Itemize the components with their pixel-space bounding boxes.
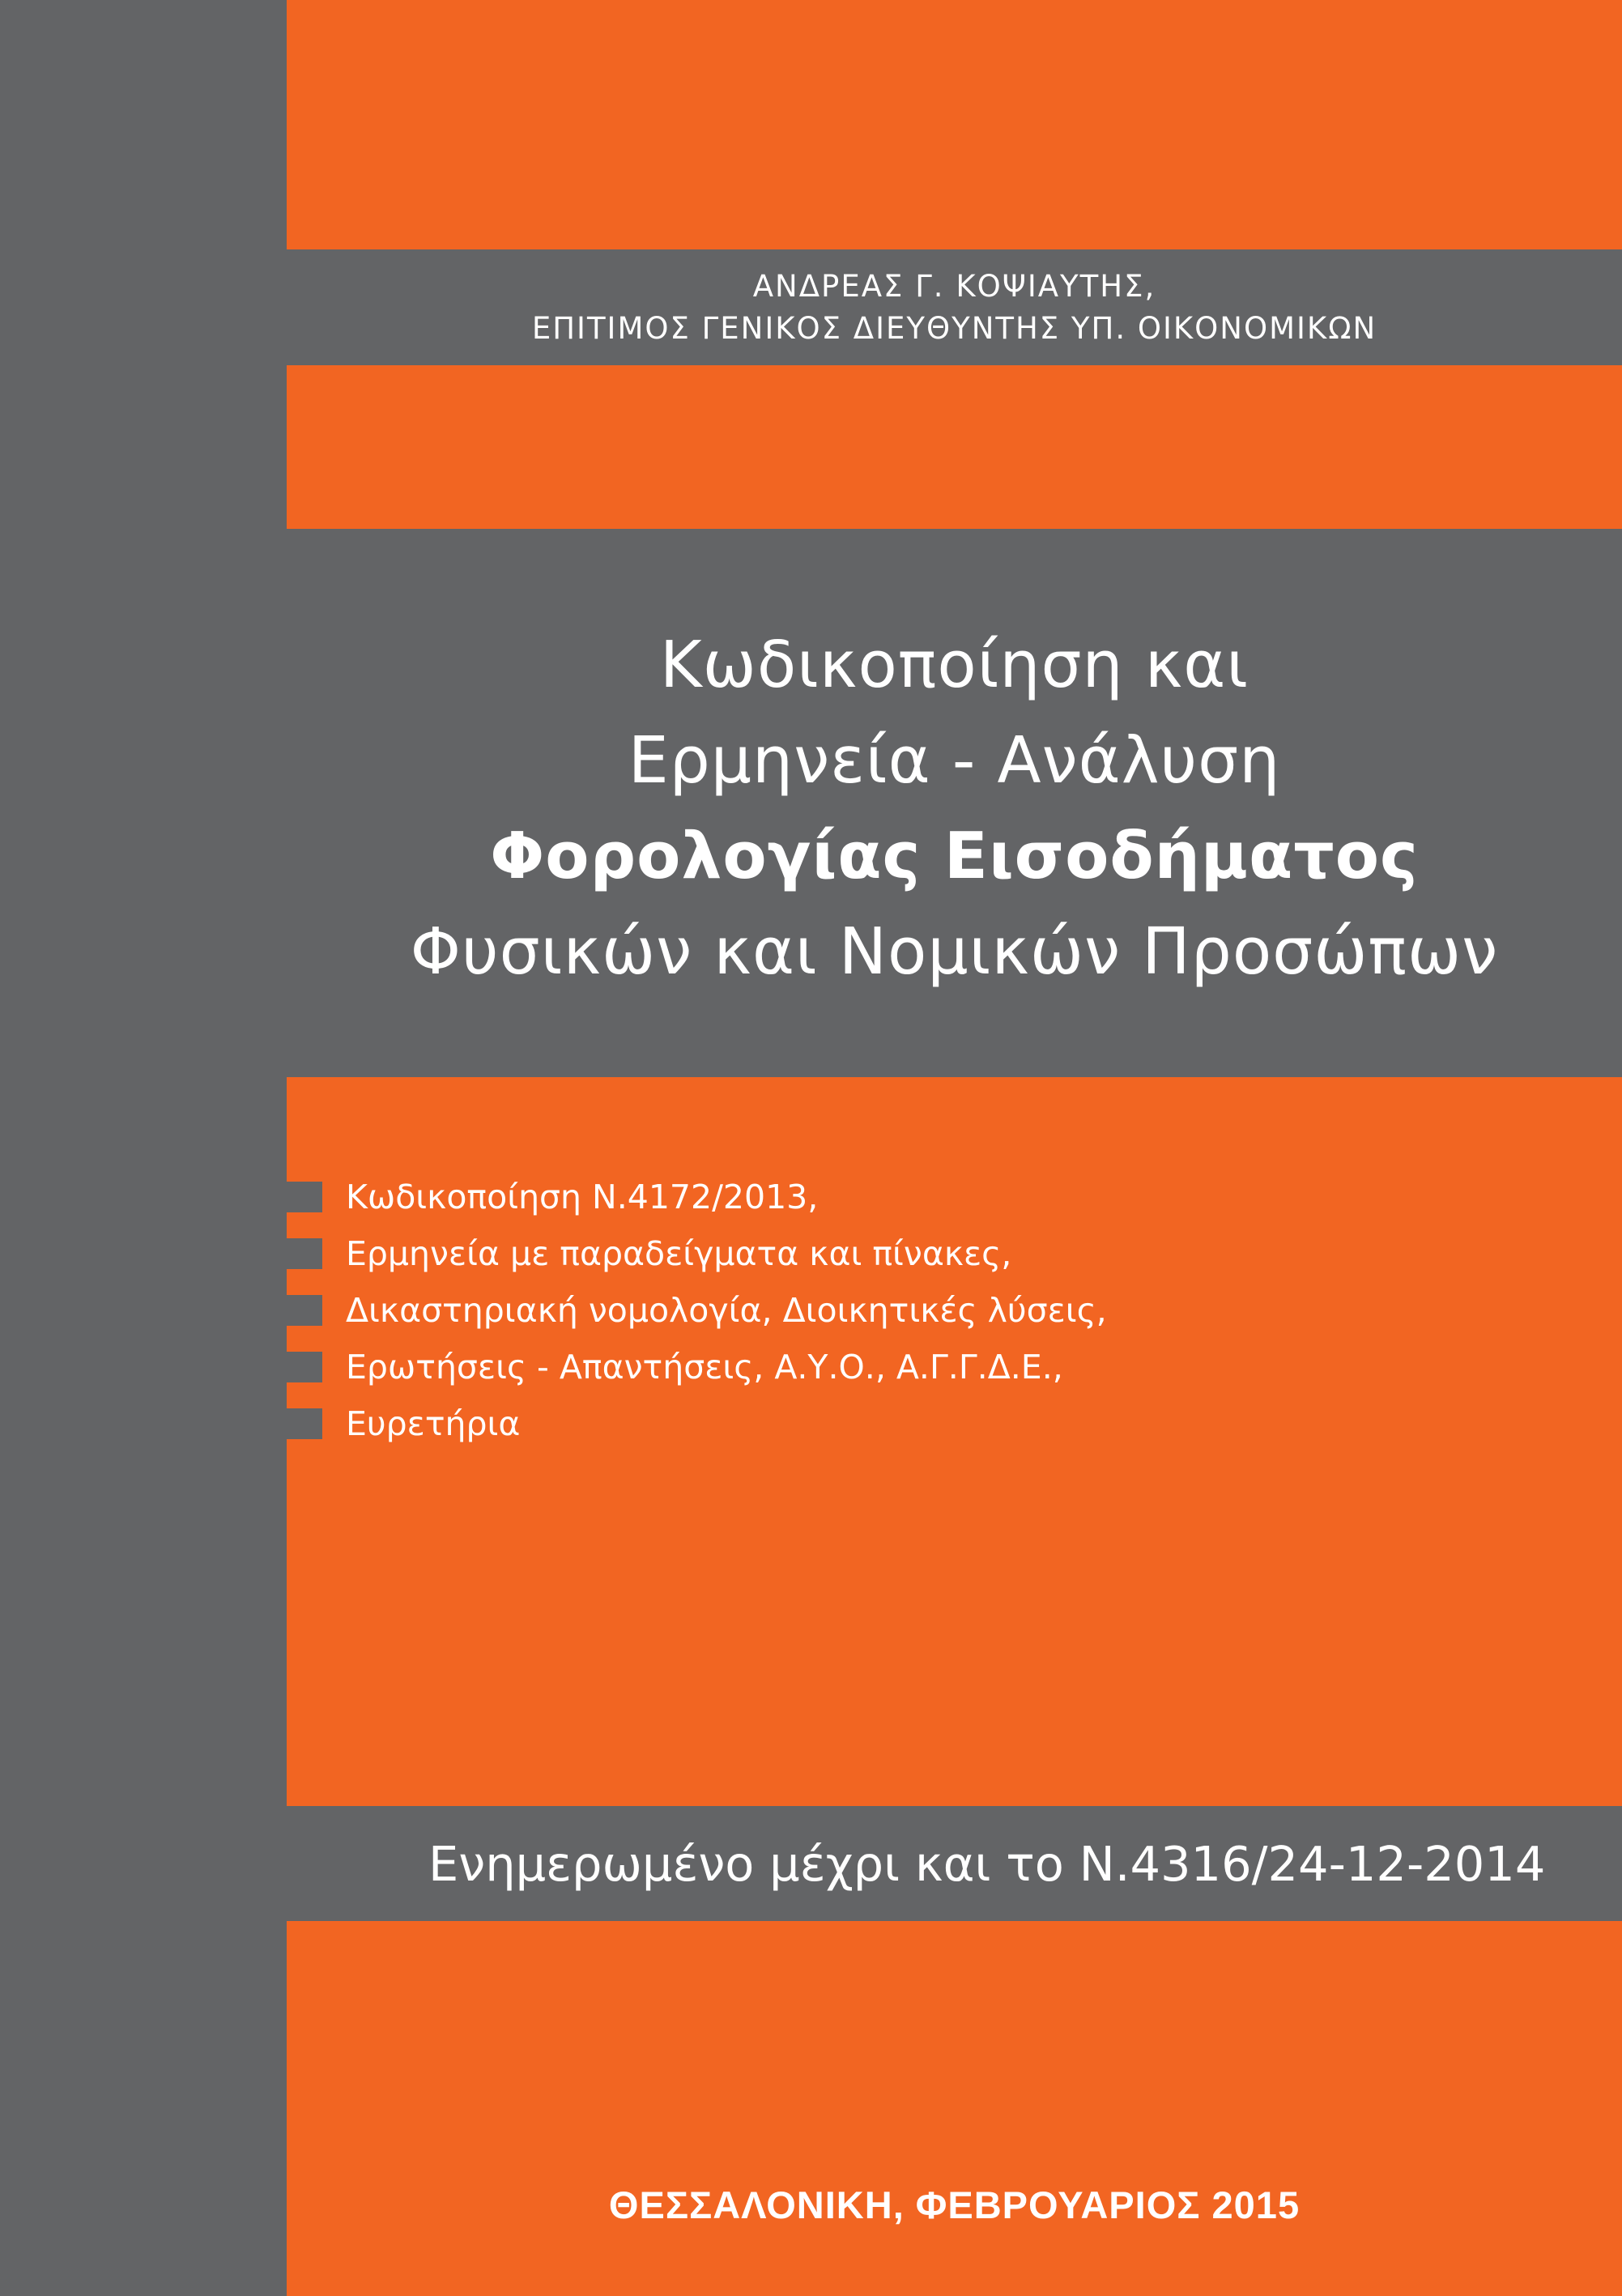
- title-line-4: Φυσικών και Νομικών Προσώπων: [410, 914, 1499, 989]
- title-line-1: Κωδικοποίηση και: [659, 627, 1249, 702]
- bottom-orange-band: [287, 1921, 1622, 2296]
- bullet-square-icon: [287, 1238, 322, 1269]
- bullet-square-icon: [287, 1352, 322, 1382]
- top-orange-band: [287, 0, 1622, 249]
- orange-band-upper: [287, 365, 1622, 529]
- bullet-square-icon: [287, 1408, 322, 1439]
- bullet-square-icon: [287, 1182, 322, 1212]
- bullet-square-icon: [287, 1295, 322, 1326]
- title-line-3: Φορολογίας Εισοδήματος: [490, 818, 1419, 893]
- imprint-place-date: ΘΕΣΣΑΛΟΝΙΚΗ, ΦΕΒΡΟΥΑΡΙΟΣ 2015: [608, 2183, 1301, 2226]
- feature-text: Κωδικοποίηση Ν.4172/2013,: [346, 1178, 819, 1216]
- title-block: [287, 529, 1622, 1077]
- author-band: [287, 249, 1622, 365]
- update-note: Ενημερωμένο μέχρι και το Ν.4316/24-12-2014: [428, 1835, 1546, 1892]
- feature-text: Δικαστηριακή νομολογία, Διοικητικές λύσεις,: [346, 1291, 1107, 1330]
- feature-text: Ευρετήρια: [346, 1404, 521, 1443]
- title-line-2: Ερμηνεία - Ανάλυση: [628, 722, 1281, 798]
- update-band: [287, 1806, 1622, 1921]
- author-position: ΕΠΙΤΙΜΟΣ ΓΕΝΙΚΟΣ ΔΙΕΥΘΥΝΤΗΣ ΥΠ. ΟΙΚΟΝΟΜΙΚΩΝ: [531, 310, 1377, 346]
- features-block: [287, 1077, 1622, 1806]
- feature-text: Ερμηνεία με παραδείγματα και πίνακες,: [346, 1234, 1012, 1273]
- feature-text: Ερωτήσεις - Απαντήσεις, Α.Υ.Ο., Α.Γ.Γ.Δ.Ε.,: [346, 1348, 1063, 1387]
- author-name: ΑΝΔΡΕΑΣ Γ. ΚΟΨΙΑΥΤΗΣ,: [752, 268, 1156, 304]
